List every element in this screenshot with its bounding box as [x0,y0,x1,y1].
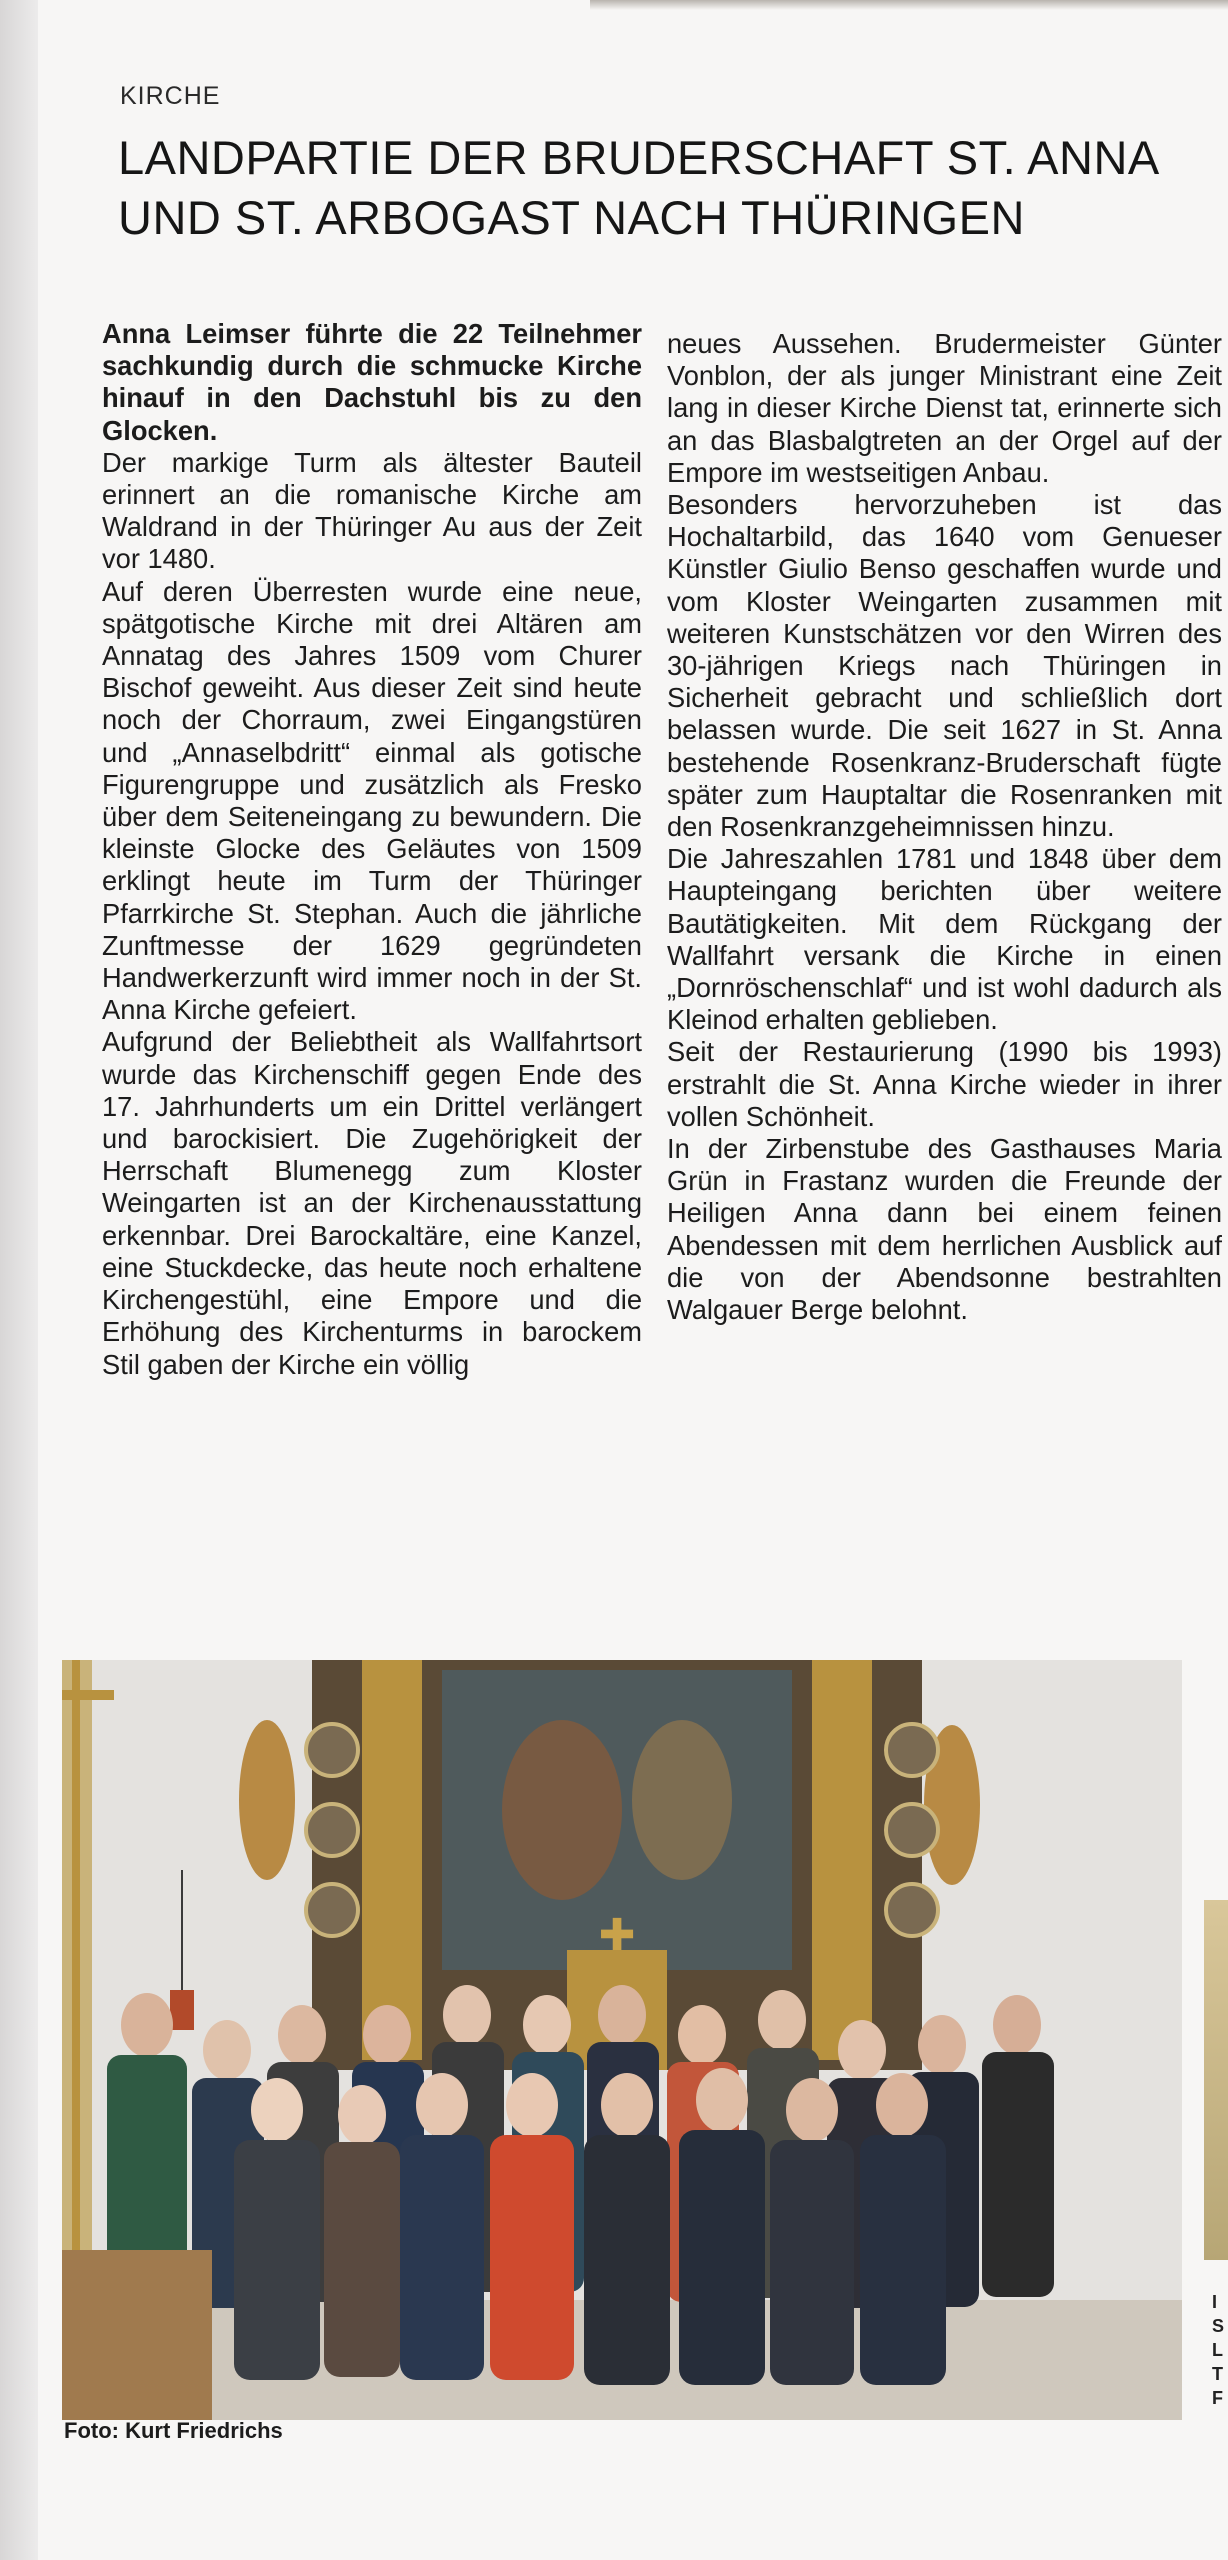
rosary-medallion [886,1884,938,1936]
article-paragraph: Aufgrund der Beliebtheit als Wallfahrtsort wurde das Kirchenschiff gegen Ende des 17. Jahrhunderts um ein Drittel verlängert und barockisiert. Die Zugehörigkeit der Herrschaft Blumenegg zum Kloster Weingarten ist an der Kirchenausstattung erkennbar. Drei Barockaltäre, eine Kanzel, eine Stuckdecke, das heute noch erhaltene Kirchengestühl, eine Empore und die Erhöhung des Kirchenturms in barockem Stil gaben der Kirche ein völlig [102,1026,642,1380]
wooden-pew [62,2250,212,2420]
edge-letter: F [1212,2388,1223,2408]
saint-statue-left [239,1720,295,1880]
article-lead: Anna Leimser führte die 22 Teilnehmer sachkundig durch die schmucke Kirche hinauf in den Dachstuhl bis zu den Glocken. [102,318,642,446]
painting-figure [502,1720,622,1900]
painting-figure [632,1720,732,1880]
article-paragraph: neues Aussehen. Brudermeister Günter Vonblon, der als junger Ministrant eine Zeit lang in dieser Kirche Dienst tat, erinnerte sich an das Blasbalgtreten an der Orgel auf der Empore im westseitigen Anbau. [667,328,1222,488]
article-paragraph: In der Zirbenstube des Gasthauses Maria Grün in Frastanz wurden die Freunde der Heiligen Anna dann bei einem feinen Abendessen mit dem herrlichen Ausblick auf die von der Abendsonne bestrahlten Walgauer Berge belohnt. [667,1133,1222,1326]
article-paragraph: Der markige Turm als ältester Bauteil erinnert an die romanische Kirche am Waldrand in der Thüringer Au aus der Zeit vor 1480. [102,446,642,575]
adjacent-page-letters [1212,2290,1228,2410]
edge-letter: I [1212,2292,1218,2312]
headline-line-1: LANDPARTIE DER BRUDERSCHAFT ST. ANNA [118,131,1160,184]
headline-line-2: UND ST. ARBOGAST NACH THÜRINGEN [118,191,1025,244]
altar-cross-icon: ✚ [598,1910,636,1961]
altar-column-left [362,1660,422,2060]
edge-letter: L [1212,2340,1223,2360]
rosary-medallion [886,1804,938,1856]
rosary-medallion [306,1884,358,1936]
edge-letter: T [1212,2364,1223,2384]
rosary-medallion [886,1724,938,1776]
page-gutter-shadow [0,0,38,2560]
processional-cross-arm [62,1690,114,1700]
article-paragraph: Besonders hervorzuheben ist das Hochaltarbild, das 1640 vom Genueser Künstler Giulio Benso geschaffen wurde und vom Kloster Weingarten zusammen mit weiteren Kunstschätzen vor den Wirren des 30-jährigen Kriegs nach Thüringen in Sicherheit gebracht und schließlich dort belassen wurde. Die seit 1627 in St. Anna bestehende Rosenkranz-Bruderschaft fügte später zum Hauptaltar die Rosenranken mit den Rosenkranzgeheimnissen hinzu. [667,489,1222,843]
group-photo [62,1660,1182,2420]
rosary-medallion [306,1724,358,1776]
article-paragraph: Seit der Restaurierung (1990 bis 1993) erstrahlt die St. Anna Kirche wieder in ihrer vollen Schönheit. [667,1036,1222,1132]
photo-credit: Foto: Kurt Friedrichs [64,2418,283,2443]
article-paragraph: Die Jahreszahlen 1781 und 1848 über dem Haupteingang berichten über weitere Bautätigkeiten. Mit dem Rückgang der Wallfahrt versank die Kirche in einen „Dornröschenschlaf“ und ist wohl dadurch als Kleinod erhalten geblieben. [667,843,1222,1036]
church-interior-illustration [62,1660,1182,2420]
edge-letter: S [1212,2316,1225,2336]
article-paragraph: Auf deren Überresten wurde eine neue, spätgotische Kirche mit drei Altären am Annatag des Jahres 1509 vom Churer Bischof geweiht. Aus dieser Zeit sind heute noch der Chorraum, zwei Eingangstüren und „Annaselbdritt“ einmal als gotische Figurengruppe und zusätzlich als Fresko über dem Seiteneingang zu bewundern. Die kleinste Glocke des Geläutes von 1509 erklingt heute im Turm der Thüringer Pfarrkirche St. Stephan. Auch die jährliche Zunftmesse der 1629 gegründeten Handwerkerzunft wird immer noch in der St. Anna Kirche gefeiert. [102,575,642,1026]
article-column-right [667,328,1222,1326]
sanctuary-lamp [170,1990,194,2030]
article-column-left [102,318,642,1381]
rosary-medallion [306,1804,358,1856]
adjacent-page-edge [1204,1900,1228,2260]
altar-column-right [812,1660,872,2060]
page-top-edge [590,0,1228,10]
article-headline [118,128,1198,248]
section-label: KIRCHE [120,82,221,110]
